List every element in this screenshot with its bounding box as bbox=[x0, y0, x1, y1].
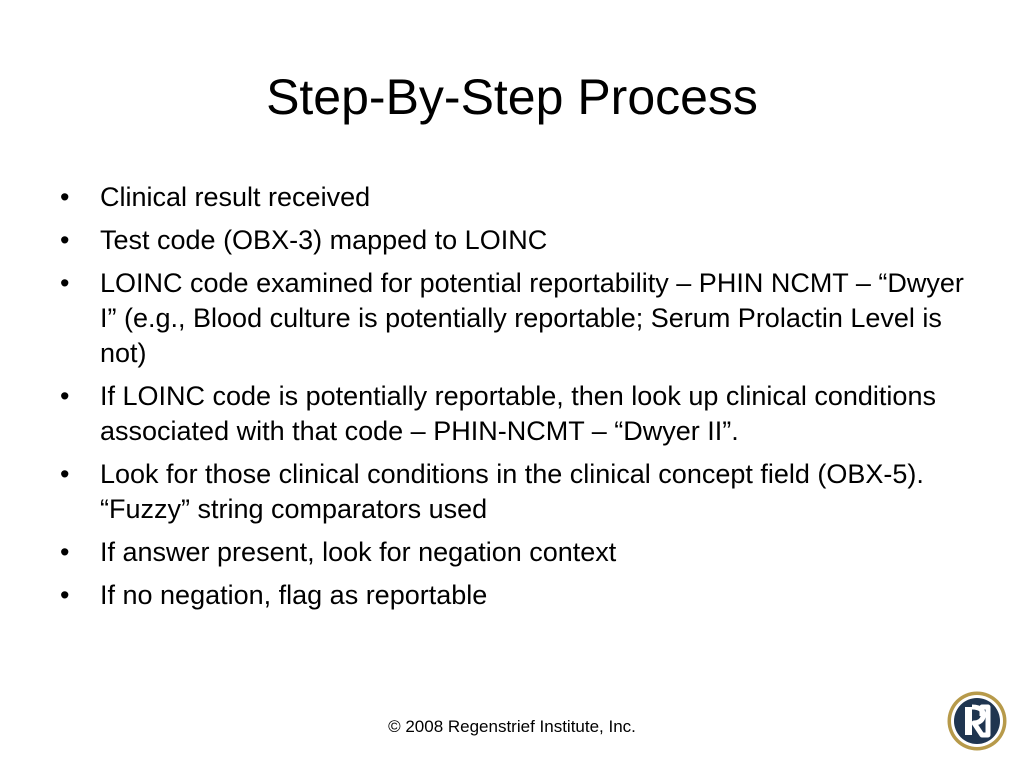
bullet-item bbox=[58, 266, 978, 371]
bullet-item bbox=[58, 223, 978, 258]
bullet-icon: • bbox=[60, 182, 70, 212]
bullet-icon: • bbox=[60, 225, 70, 255]
bullet-text: Look for those clinical conditions in the clinical concept field (OBX-5). “Fuzzy” string comparators used bbox=[100, 459, 924, 524]
bullet-item bbox=[58, 535, 978, 570]
bullet-icon: • bbox=[60, 580, 70, 610]
regenstrief-logo-icon bbox=[946, 690, 1008, 752]
bullet-icon: • bbox=[60, 381, 70, 411]
bullet-icon: • bbox=[60, 268, 70, 298]
slide-title: Step-By-Step Process bbox=[266, 69, 758, 125]
bullet-text: Test code (OBX-3) mapped to LOINC bbox=[100, 225, 548, 255]
bullet-icon: • bbox=[60, 459, 70, 489]
bullet-list bbox=[58, 180, 978, 621]
bullet-text: Clinical result received bbox=[100, 182, 371, 212]
bullet-text: If LOINC code is potentially reportable, then look up clinical conditions associated with that code – PHIN-NCMT – “Dwyer II”. bbox=[100, 381, 936, 446]
bullet-icon: • bbox=[60, 537, 70, 567]
logo-svg bbox=[946, 690, 1008, 752]
bullet-item bbox=[58, 180, 978, 215]
bullet-text: If no negation, flag as reportable bbox=[100, 580, 488, 610]
logo-r-stem bbox=[965, 707, 972, 735]
bullet-item bbox=[58, 379, 978, 449]
bullet-text: If answer present, look for negation context bbox=[100, 537, 617, 567]
bullet-item bbox=[58, 578, 978, 613]
bullet-text: LOINC code examined for potential reportability – PHIN NCMT – “Dwyer I” (e.g., Blood culture is potentially reportable; Serum Prolactin Level is not) bbox=[100, 268, 964, 368]
footer-copyright: © 2008 Regenstrief Institute, Inc. bbox=[388, 717, 636, 736]
bullet-item bbox=[58, 457, 978, 527]
